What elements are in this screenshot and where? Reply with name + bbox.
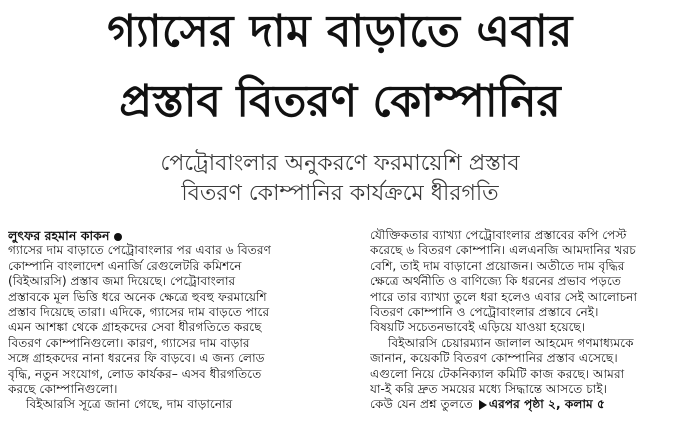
right-column-line: ক্ষেত্রে অর্থনীতি ও বাণিজ্যে কি ধরনের প্রভাব পড়তে xyxy=(370,274,622,289)
left-column-line: বিতরণ কোম্পানিগুলো। কারণ, গ্যাসের দাম বাড়ার xyxy=(8,335,250,350)
left-column-line: গ্যাসের দাম বাড়াতে পেট্রোবাংলার পর এবার ৬ বিতরণ xyxy=(8,243,271,258)
left-column-paragraph-start: বিইআরসি সূত্রে জানা গেছে, দাম বাড়ানোর xyxy=(26,397,233,412)
left-column-line: প্রস্তাব দিয়েছে তারা। এদিকে, গ্যাসের দাম বাড়তে পারে xyxy=(8,304,270,319)
article-column-right xyxy=(370,228,673,413)
left-column-line: বৃদ্ধি, নতুন সংযোগ, লোড কার্যকর– এসব ধীরগতিতে xyxy=(8,366,262,381)
right-column-line: করেছে ৬ বিতরণ কোম্পানি। এলএনজি আমদানির খরচ xyxy=(370,243,636,258)
article-column-left xyxy=(8,228,304,413)
left-column-line: কোম্পানি বাংলাদেশ এনার্জি রেগুলেটরি কমিশনে xyxy=(8,258,242,273)
left-column-line: (বিইআরসি) প্রস্তাব জমা দিয়েছে। পেট্রোবাংলার xyxy=(8,274,236,289)
continue-arrow-icon xyxy=(479,400,487,410)
left-column-line: করছে কোম্পানিগুলো। xyxy=(8,381,118,396)
left-column-line: প্রস্তাবকে মূল ভিত্তি ধরে অনেক ক্ষেত্রে হুবহু ফরমায়েশি xyxy=(8,289,267,304)
left-column-line: এমন আশঙ্কা থেকে গ্রাহকদের সেবা ধীরগতিতে করছে xyxy=(8,320,262,335)
subheadline-line-1: পেট্রোবাংলার অনুকরণে ফরমায়েশি প্রস্তাব xyxy=(160,151,520,176)
right-column-line: যৌক্তিকতার ব্যাখ্যা পেট্রোবাংলার প্রস্তাবের কপি পেস্ট xyxy=(370,228,627,242)
article-body xyxy=(0,228,680,445)
right-column-line: পারে তার ব্যাখ্যা তুলে ধরা হলেও এবার সেই আলোচনা xyxy=(370,289,637,304)
left-column-line: সঙ্গে গ্রাহকদের নানা ধরনের ফি বাড়বে। এ জন্য লোড xyxy=(8,351,265,366)
right-column-line: কেউ যেন প্রশ্ন তুলতে xyxy=(370,397,473,412)
headline-line-1: গ্যাসের দাম বাড়াতে এবার xyxy=(107,6,573,57)
subheadline-line-2: বিতরণ কোম্পানির কার্যক্রমে ধীরগতি xyxy=(181,181,499,206)
continuation-note: এরপর পৃষ্ঠা ২, কলাম ৫ xyxy=(488,397,605,412)
right-column-paragraph-start: বিইআরসি চেয়ারম্যান জালাল আহমেদ গণমাধ্যমকে xyxy=(388,335,634,350)
right-column-line: বিতরণ কোম্পানি ও পেট্রোবাংলার প্রস্তাবে নেই। xyxy=(370,304,599,319)
right-column-line: যা-ই করি দ্রুত সময়ের মধ্যে সিদ্ধান্তে আসতে চাই। xyxy=(370,381,608,396)
right-column-line: জানান, কয়েকটি বিতরণ কোম্পানির প্রস্তাব এসেছে। xyxy=(370,351,618,366)
headline-line-2: প্রস্তাব বিতরণ কোম্পানির xyxy=(119,76,561,127)
byline-author: লুৎফর রহমান কাকন xyxy=(8,228,110,243)
right-column-line: বেশি, তাই দাম বাড়ানো প্রয়োজন। অতীতে দাম বৃদ্ধির xyxy=(370,258,625,273)
right-column-last-line xyxy=(370,397,673,412)
right-column-line: বিষয়টি সচেতনভাবেই এড়িয়ে যাওয়া হয়েছে। xyxy=(370,320,586,335)
byline xyxy=(8,228,304,243)
bullet-icon xyxy=(114,233,122,241)
right-column-line: এগুলো নিয়ে টেকনিক্যাল কমিটি কাজ করছে। আমরা xyxy=(370,366,625,381)
